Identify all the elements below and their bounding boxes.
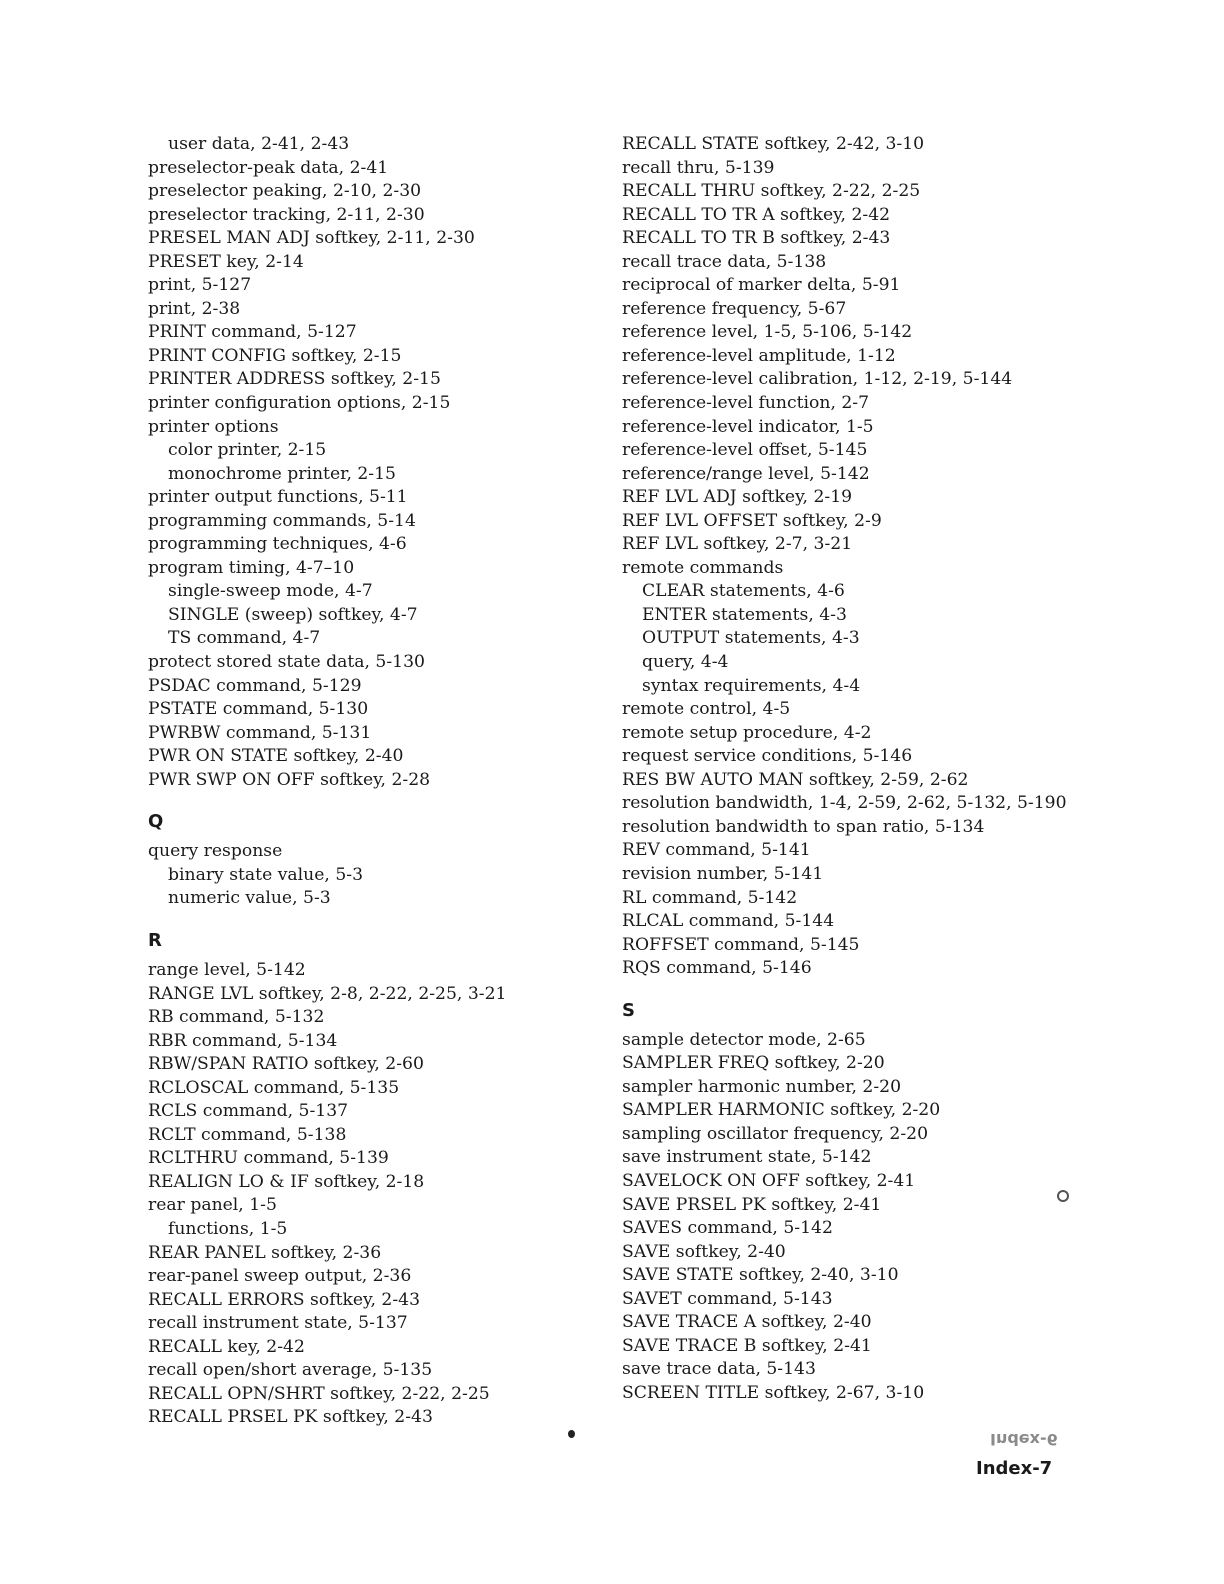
index-entry: reference-level indicator, 1-5: [622, 416, 874, 437]
index-subentry: functions, 1-5: [168, 1218, 288, 1239]
bleed-through-page-label: Index-6: [990, 1430, 1058, 1449]
index-entry: RECALL THRU softkey, 2-22, 2-25: [622, 181, 921, 202]
index-subentry: TS command, 4-7: [168, 628, 321, 649]
index-entry: RECALL key, 2-42: [148, 1336, 305, 1357]
index-entry: SAVE PRSEL PK softkey, 2-41: [622, 1194, 882, 1215]
index-entry: protect stored state data, 5-130: [148, 652, 425, 673]
index-entry: SAVELOCK ON OFF softkey, 2-41: [622, 1170, 916, 1191]
index-entry: RB command, 5-132: [148, 1007, 325, 1028]
index-subentry: SINGLE (sweep) softkey, 4-7: [168, 604, 418, 625]
index-subentry: syntax requirements, 4-4: [642, 675, 861, 696]
index-entry: printer output functions, 5-11: [148, 487, 408, 508]
index-entry: resolution bandwidth, 1-4, 2-59, 2-62, 5-132, 5-190: [622, 793, 1067, 814]
index-entry: RECALL PRSEL PK softkey, 2-43: [148, 1407, 433, 1428]
index-subentry: numeric value, 5-3: [168, 888, 331, 909]
index-column-left: [148, 133, 608, 1430]
index-entry: RANGE LVL softkey, 2-8, 2-22, 2-25, 3-21: [148, 983, 507, 1004]
index-entry: printer configuration options, 2-15: [148, 393, 451, 414]
index-entry: sampler harmonic number, 2-20: [622, 1076, 902, 1097]
index-entry: preselector peaking, 2-10, 2-30: [148, 181, 422, 202]
index-entry: REAR PANEL softkey, 2-36: [148, 1242, 382, 1263]
index-subentry: user data, 2-41, 2-43: [168, 134, 350, 154]
section-letter: Q: [148, 811, 164, 833]
index-entry: print, 2-38: [148, 298, 241, 319]
index-entry: REF LVL OFFSET softkey, 2-9: [622, 510, 882, 531]
index-entry: PSTATE command, 5-130: [148, 699, 369, 720]
index-subentry: ENTER statements, 4-3: [642, 604, 847, 625]
index-entry: recall instrument state, 5-137: [148, 1313, 408, 1334]
index-entry: PRINT command, 5-127: [148, 322, 357, 343]
index-entry: reference/range level, 5-142: [622, 463, 870, 484]
scan-ring-mark: [1057, 1190, 1069, 1202]
index-entry: PWR ON STATE softkey, 2-40: [148, 746, 404, 767]
index-entry: programming commands, 5-14: [148, 510, 416, 531]
index-entry: PSDAC command, 5-129: [148, 675, 362, 696]
index-entry: SAMPLER HARMONIC softkey, 2-20: [622, 1100, 941, 1121]
index-column-right: [622, 133, 1082, 1405]
index-entry: recall trace data, 5-138: [622, 251, 827, 272]
index-entry: range level, 5-142: [148, 959, 306, 980]
index-entry: printer options: [148, 416, 279, 437]
index-entry: program timing, 4-7–10: [148, 557, 355, 578]
index-entry: reference frequency, 5-67: [622, 298, 847, 319]
index-entry: programming techniques, 4-6: [148, 534, 407, 555]
index-entry: reference-level amplitude, 1-12: [622, 345, 896, 366]
index-entry: save instrument state, 5-142: [622, 1147, 872, 1168]
section-letter: R: [148, 929, 162, 951]
index-entry: reference-level calibration, 1-12, 2-19, 5-144: [622, 369, 1013, 390]
index-entry: request service conditions, 5-146: [622, 746, 913, 767]
index-subentry: single-sweep mode, 4-7: [168, 581, 373, 602]
index-entry: rear-panel sweep output, 2-36: [148, 1266, 412, 1287]
index-entry: save trace data, 5-143: [622, 1359, 816, 1380]
index-entry: RBW/SPAN RATIO softkey, 2-60: [148, 1054, 424, 1075]
index-entry: SAVE softkey, 2-40: [622, 1241, 786, 1262]
index-entry: reference level, 1-5, 5-106, 5-142: [622, 322, 913, 343]
index-entry: reference-level function, 2-7: [622, 393, 870, 414]
index-entry: RL command, 5-142: [622, 887, 798, 908]
index-entry: RECALL OPN/SHRT softkey, 2-22, 2-25: [148, 1383, 490, 1404]
index-entry: remote commands: [622, 557, 784, 578]
page-number: Index-7: [976, 1458, 1053, 1479]
index-subentry: binary state value, 5-3: [168, 864, 364, 885]
index-entry: recall thru, 5-139: [622, 157, 775, 178]
index-entry: sampling oscillator frequency, 2-20: [622, 1123, 929, 1144]
index-subentry: monochrome printer, 2-15: [168, 463, 396, 484]
index-entry: rear panel, 1-5: [148, 1195, 277, 1216]
index-entry: RES BW AUTO MAN softkey, 2-59, 2-62: [622, 769, 969, 790]
index-subentry: color printer, 2-15: [168, 440, 327, 461]
index-entry: ROFFSET command, 5-145: [622, 934, 860, 955]
index-entry: SAMPLER FREQ softkey, 2-20: [622, 1053, 885, 1074]
index-entry: SAVET command, 5-143: [622, 1288, 833, 1309]
index-entry: SCREEN TITLE softkey, 2-67, 3-10: [622, 1382, 925, 1403]
index-entry: SAVE STATE softkey, 2-40, 3-10: [622, 1265, 899, 1286]
index-entry: SAVES command, 5-142: [622, 1218, 833, 1239]
index-entry: RBR command, 5-134: [148, 1030, 338, 1051]
index-entry: PRESEL MAN ADJ softkey, 2-11, 2-30: [148, 228, 475, 249]
index-entry: preselector tracking, 2-11, 2-30: [148, 204, 425, 225]
scan-dot-mark: [568, 1430, 575, 1438]
index-entry: RCLOSCAL command, 5-135: [148, 1077, 400, 1098]
index-entry: RECALL TO TR B softkey, 2-43: [622, 228, 891, 249]
index-entry: RCLTHRU command, 5-139: [148, 1148, 389, 1169]
index-entry: REF LVL ADJ softkey, 2-19: [622, 487, 853, 508]
index-subentry: query, 4-4: [642, 652, 729, 673]
index-entry: RECALL TO TR A softkey, 2-42: [622, 204, 891, 225]
index-entry: REALIGN LO & IF softkey, 2-18: [148, 1171, 425, 1192]
index-entry: remote setup procedure, 4-2: [622, 722, 872, 743]
index-entry: RQS command, 5-146: [622, 958, 812, 979]
index-entry: sample detector mode, 2-65: [622, 1029, 866, 1050]
index-entry: recall open/short average, 5-135: [148, 1360, 433, 1381]
index-entry: RCLT command, 5-138: [148, 1124, 347, 1145]
index-subentry: OUTPUT statements, 4-3: [642, 628, 860, 649]
index-entry: SAVE TRACE B softkey, 2-41: [622, 1335, 872, 1356]
index-entry: RECALL ERRORS softkey, 2-43: [148, 1289, 421, 1310]
index-entry: PWR SWP ON OFF softkey, 2-28: [148, 769, 431, 790]
index-subentry: CLEAR statements, 4-6: [642, 581, 845, 602]
section-letter: S: [622, 999, 635, 1021]
index-entry: PRINT CONFIG softkey, 2-15: [148, 345, 402, 366]
index-entry: reference-level offset, 5-145: [622, 440, 868, 461]
index-entry: PRINTER ADDRESS softkey, 2-15: [148, 369, 441, 390]
index-entry: RLCAL command, 5-144: [622, 911, 835, 932]
index-entry: revision number, 5-141: [622, 863, 824, 884]
index-entry: resolution bandwidth to span ratio, 5-134: [622, 816, 985, 837]
index-entry: RECALL STATE softkey, 2-42, 3-10: [622, 134, 925, 154]
index-entry: reciprocal of marker delta, 5-91: [622, 275, 901, 296]
index-entry: SAVE TRACE A softkey, 2-40: [622, 1312, 872, 1333]
index-entry: preselector-peak data, 2-41: [148, 157, 389, 178]
index-entry: REV command, 5-141: [622, 840, 811, 861]
index-entry: print, 5-127: [148, 275, 252, 296]
index-entry: PRESET key, 2-14: [148, 251, 304, 272]
index-entry: REF LVL softkey, 2-7, 3-21: [622, 534, 853, 555]
index-entry: remote control, 4-5: [622, 699, 791, 720]
index-entry: query response: [148, 841, 283, 862]
index-entry: PWRBW command, 5-131: [148, 722, 372, 743]
index-entry: RCLS command, 5-137: [148, 1101, 349, 1122]
